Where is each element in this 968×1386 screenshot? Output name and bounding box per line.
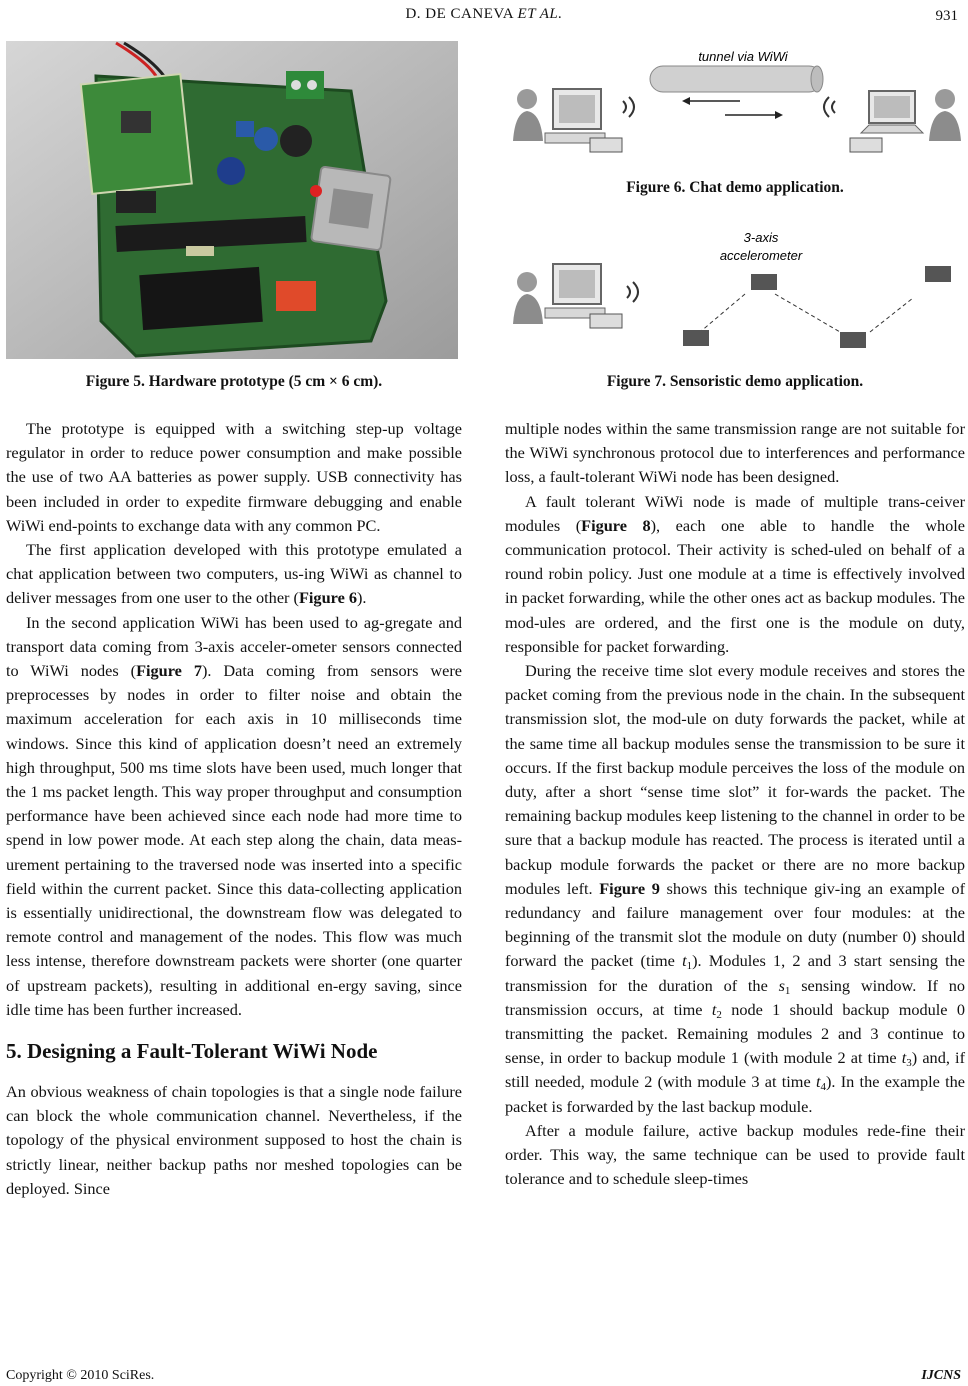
figure-ref[interactable]: Figure 6 (298, 588, 358, 608)
paragraph: In the second application WiWi has been used to ag-gregate and transport data coming from 3-axis acceler-ometer sensors connected to WiWi nodes (Figure 7). Data coming from sensors were preprocesses by nodes in order to filter noise and obtain the maximum acceleration for each axis in 10 milliseconds time windows. Since this kind of application doesn’t need an extremely high throughput, 500 ms time slots have been used, much longer that the 1 ms packet length. This way proper throughput and consumption performance have been achieved since each node had more time to spend in low power mode. At each step along the chain, data meas-urement pertaining to the traversed node was inserted into a specific field within the current packet. Since this data-collecting application is essentially unidirectional, the downstream flow was delegated to remote control and management of the nodes. This flow was much less intense, therefore downstream packets were shorter (one quarter of upstream packets), resulting in additional en-ergy saving, since idle time has been further increased. (6, 612, 462, 1019)
sensor-node (683, 266, 951, 348)
paragraph: multiple nodes within the same transmission range are not suitable for the WiWi synchronous protocol due to interferences and performance loss, a fault-tolerant WiWi node has been designed. (505, 419, 965, 487)
accelerometer-label-line1: 3-axis (743, 230, 779, 245)
hardware-prototype-photo (6, 41, 458, 359)
paragraph: During the receive time slot every module receives and stores the packet coming from the previous node in the chain. In the subsequent transmission slot, the mod-ule on duty forwards the packet, while at the same time all backup modules sense the transmission to be sure it occurs. If the first backup module perceives the loss of the module on duty, after a short “sense time slot” it for-wards the packet. The remaining backup modules keep listening to the channel in order to be sure that a backup module has reacted. The process is iterated until a backup module forwards the packet or there are no more backup modules left. Figure 9 shows this technique giv-ing an example of redundancy and failure management over four modules: at the beginning of the transmit slot the module on duty (number 0) should forward the packet (time $t_1$). Modules 1, 2 and 3 start sensing the transmission for the duration of the $s_1$ sensing window. If no transmission occurs, at time $t_2$ node 1 should backup module 0 transmitting the packet. Remaining modules 2 and 3 continue to sense, in order to backup module 1 (with module 2 at time $t_3$) and, if still needed, module 2 (with module 3 at time $t_4$). In the example the packet is forwarded by the last backup module. (505, 661, 966, 1116)
right-column (505, 417, 965, 1192)
page-footer (6, 1368, 961, 1384)
figure-6-chat-demo (505, 41, 965, 171)
left-column (6, 417, 462, 1201)
figure-5-caption: Figure 5. Hardware prototype (5 cm × 6 cm). (85, 373, 383, 390)
tunnel-label: tunnel via WiWi (698, 49, 788, 64)
copyright: Copyright © 2010 SciRes. (6, 1368, 155, 1383)
section-heading: 5. Designing a Fault-Tolerant WiWi Node (6, 1039, 378, 1064)
paragraph: The prototype is equipped with a switching step-up voltage regulator in order to reduce power consumption and make possible the use of two AA batteries as power supply. USB connectivity has been included in order to expedite firmware debugging and enable WiWi end-points to exchange data with any common PC. (6, 419, 462, 535)
journal-name: IJCNS (921, 1368, 961, 1383)
paragraph: An obvious weakness of chain topologies is that a single node failure can block the whole communication channel. Nevertheless, if the topology of the physical environment supposed to host the chain is strictly linear, neither backup paths nor meshed topologies can be deployed. Since (6, 1082, 462, 1198)
running-header (0, 6, 968, 28)
figure-ref[interactable]: Figure 9 (599, 878, 660, 898)
user-computer (513, 264, 638, 328)
paragraph: After a module failure, active backup modules rede-fine their order. This way, the same technique can be used to provide fault tolerance and to schedule sleep-times (505, 1120, 965, 1189)
running-title: D. DE CANEVA ET AL. (405, 6, 563, 22)
right-user-laptop (824, 89, 961, 152)
page-number: 931 (935, 8, 958, 24)
left-user-computer (513, 89, 634, 152)
accelerometer-label-line2: accelerometer (719, 248, 803, 263)
figure-ref[interactable]: Figure 7 (136, 661, 202, 681)
figure-7-caption: Figure 7. Sensoristic demo application. (606, 373, 864, 390)
figure-6-caption: Figure 6. Chat demo application. (626, 179, 844, 196)
paragraph: The first application developed with this prototype emulated a chat application between two computers, us-ing WiWi as channel to deliver messages from one user to the other (Figure 6). (6, 540, 462, 608)
paragraph: A fault tolerant WiWi node is made of multiple trans-ceiver modules (Figure 8), each one able to handle the whole communication protocol. Their activity is sched-uled on behalf of a round robin policy. Just one module at a time is effectively involved in packet forwarding, while the other ones act as backup modules. The mod-ules are ordered, and the first one is the module on duty, responsible for packet forwarding. (505, 491, 965, 656)
figure-ref[interactable]: Figure 8 (581, 515, 651, 535)
figure-7-sensor-demo (505, 222, 965, 362)
